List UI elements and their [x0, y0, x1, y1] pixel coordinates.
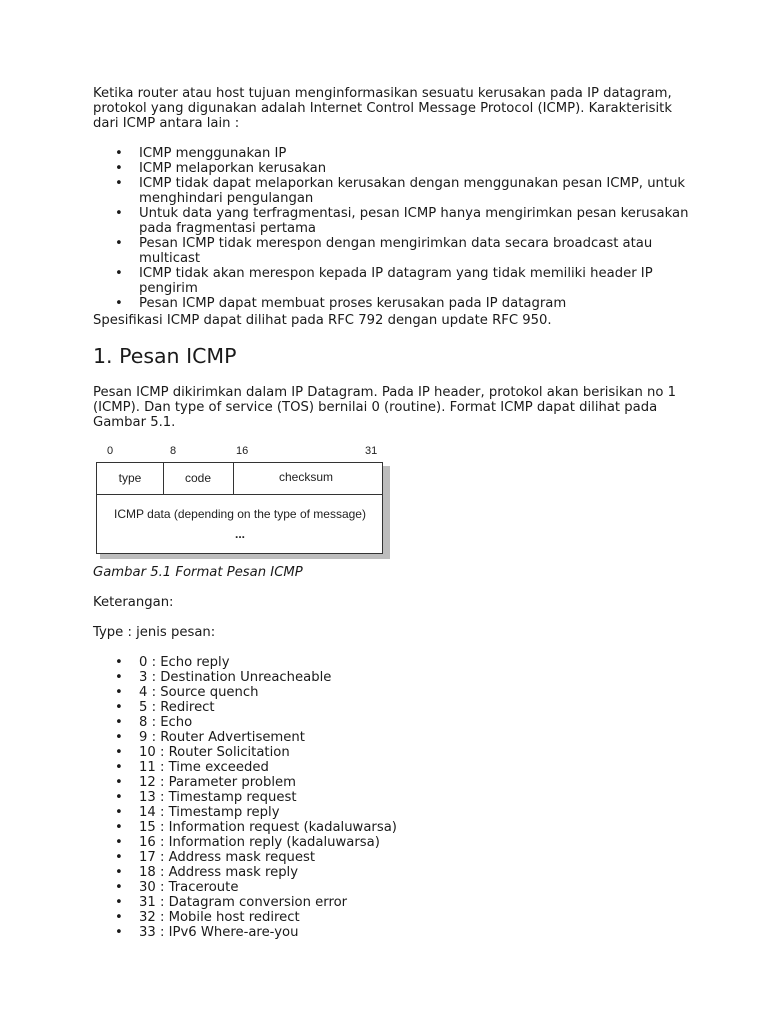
list-item: • Untuk data yang terfragmentasi, pesan ICMP hanya mengirimkan pesan kerusakan pada fragmentasi pertama	[93, 206, 693, 236]
list-item: • 11 : Time exceeded	[93, 760, 693, 775]
field-ellipsis: ...	[234, 527, 246, 541]
list-item: • 32 : Mobile host redirect	[93, 910, 693, 925]
intro-paragraph: Ketika router atau host tujuan menginformasikan sesuatu kerusakan pada IP datagram, protokol yang digunakan adalah Internet Control Message Protocol (ICMP). Karakterisitk dari ICMP antara lain :	[93, 86, 672, 131]
list-item: • 16 : Information reply (kadaluwarsa)	[93, 835, 693, 850]
list-item: • 0 : Echo reply	[93, 655, 693, 670]
list-item: • 17 : Address mask request	[93, 850, 693, 865]
spec-paragraph: Spesifikasi ICMP dapat dilihat pada RFC 792 dengan update RFC 950.	[93, 313, 552, 328]
list-item: • 14 : Timestamp reply	[93, 805, 693, 820]
list-item: • 10 : Router Solicitation	[93, 745, 693, 760]
list-item: • 15 : Information request (kadaluwarsa)	[93, 820, 693, 835]
field-icmp-data: ICMP data (depending on the type of message)	[114, 507, 366, 521]
list-item: • 13 : Timestamp request	[93, 790, 693, 805]
bit-label-16: 16	[236, 445, 249, 457]
icmp-format-figure	[93, 445, 393, 565]
list-item: • ICMP melaporkan kerusakan	[93, 161, 693, 176]
list-item: • 12 : Parameter problem	[93, 775, 693, 790]
list-item: • 9 : Router Advertisement	[93, 730, 693, 745]
section-heading: 1. Pesan ICMP	[93, 344, 237, 368]
icmp-types-list	[93, 655, 693, 940]
description-paragraph: Pesan ICMP dikirimkan dalam IP Datagram. Pada IP header, protokol akan berisikan no 1 (ICMP). Dan type of service (TOS) bernilai 0 (routine). Format ICMP dapat dilihat pada Gambar 5.1.	[93, 385, 677, 430]
list-item: • 3 : Destination Unreacheable	[93, 670, 693, 685]
bit-label-8: 8	[170, 445, 177, 457]
list-item: • ICMP tidak dapat melaporkan kerusakan dengan menggunakan pesan ICMP, untuk menghindari pengulangan	[93, 176, 693, 206]
list-item: • ICMP menggunakan IP	[93, 146, 693, 161]
list-item: • Pesan ICMP dapat membuat proses kerusakan pada IP datagram	[93, 296, 693, 311]
icmp-format-diagram	[93, 445, 393, 567]
list-item: • Pesan ICMP tidak merespon dengan mengirimkan data secara broadcast atau multicast	[93, 236, 693, 266]
document-page	[93, 86, 693, 940]
field-type: type	[118, 471, 142, 485]
field-code: code	[184, 471, 212, 485]
bit-label-31: 31	[365, 445, 378, 457]
keterangan-label: Keterangan:	[93, 595, 174, 610]
bit-label-0: 0	[107, 445, 114, 457]
list-item: • 5 : Redirect	[93, 700, 693, 715]
list-item: • 33 : IPv6 Where-are-you	[93, 925, 693, 940]
list-item: • 31 : Datagram conversion error	[93, 895, 693, 910]
list-item: • 30 : Traceroute	[93, 880, 693, 895]
list-item: • 18 : Address mask reply	[93, 865, 693, 880]
icmp-features-list	[93, 146, 693, 311]
list-item: • ICMP tidak akan merespon kepada IP datagram yang tidak memiliki header IP pengirim	[93, 266, 693, 296]
type-header: Type : jenis pesan:	[93, 625, 216, 640]
list-item: • 8 : Echo	[93, 715, 693, 730]
figure-caption: Gambar 5.1 Format Pesan ICMP	[93, 565, 303, 580]
field-checksum: checksum	[278, 470, 334, 484]
list-item: • 4 : Source quench	[93, 685, 693, 700]
